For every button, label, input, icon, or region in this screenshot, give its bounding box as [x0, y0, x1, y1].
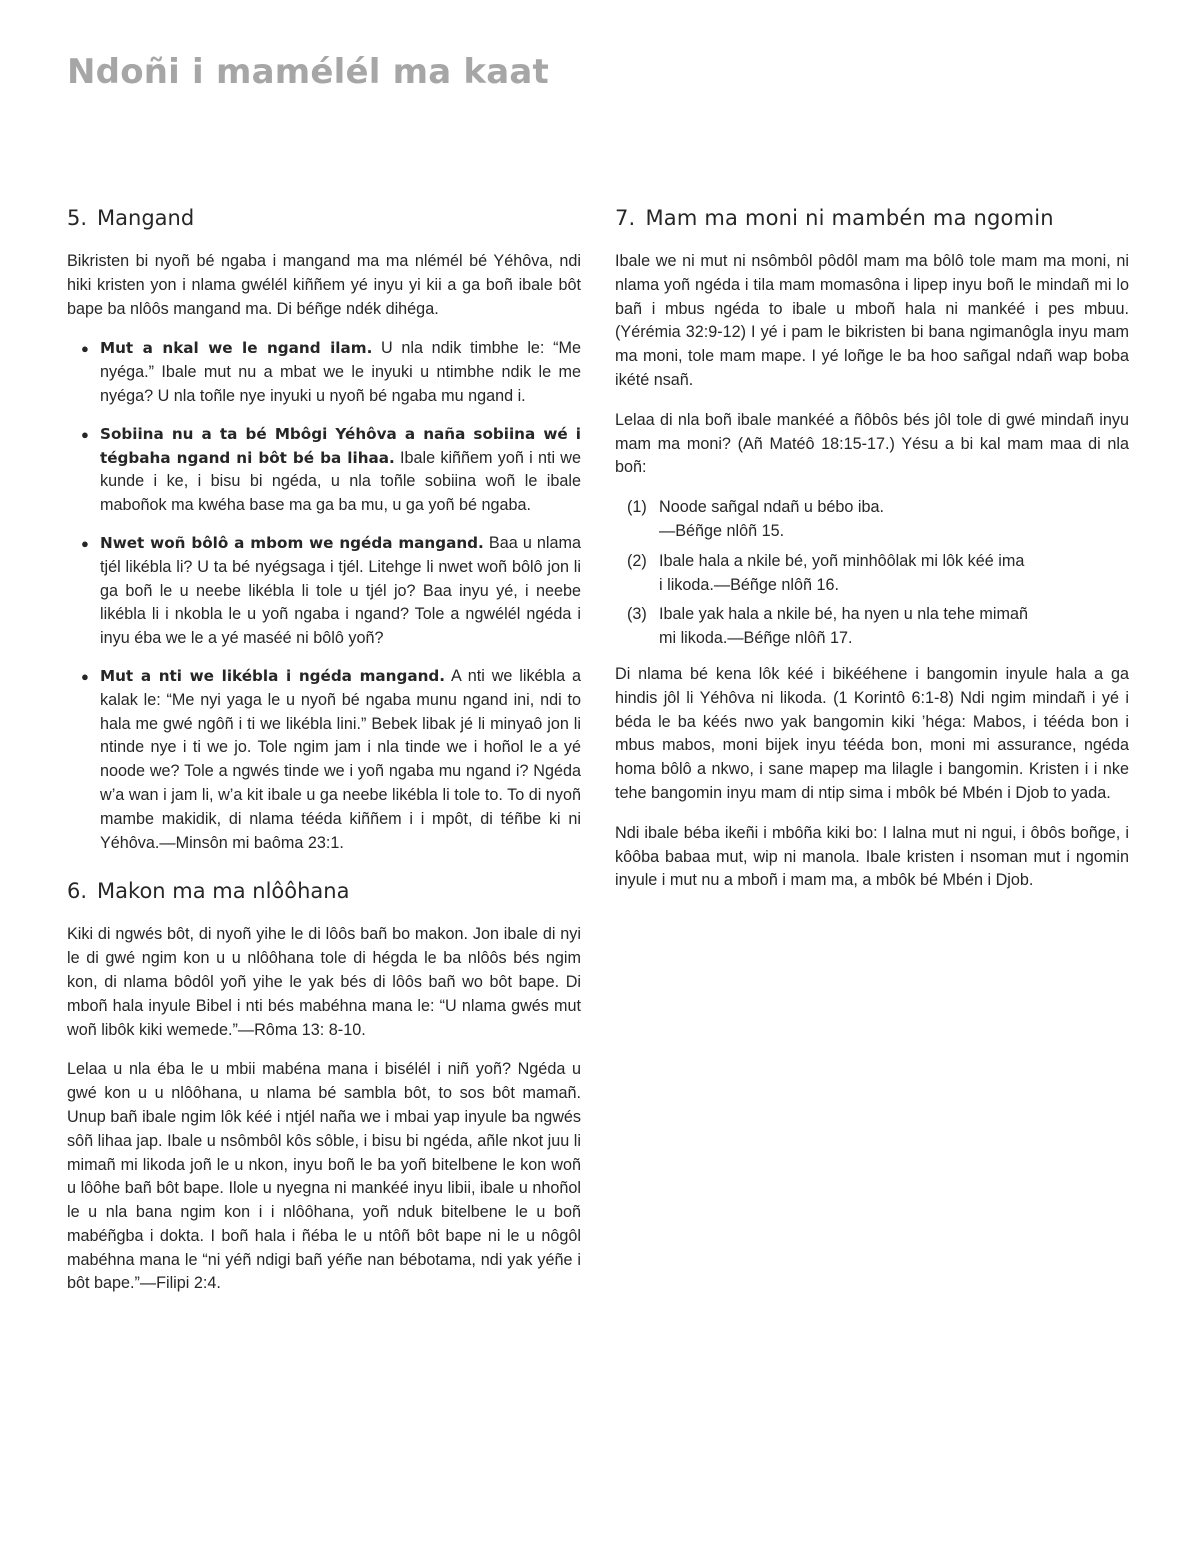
item-text: Ibale hala a nkile bé, yoñ minhôôlak mi lôk kéé ima: [659, 551, 1025, 570]
numbered-list: [615, 496, 1129, 651]
section-number: 5.: [67, 206, 88, 230]
bullet-item: [67, 423, 581, 518]
bullet-item: [67, 665, 581, 855]
section-mam-ma-moni: [615, 202, 1129, 893]
bullet-lead: Nwet woñ bôlô a mbom we ngéda mangand.: [100, 533, 484, 552]
paragraph: Kiki di ngwés bôt, di nyoñ yihe le di lôôs bañ bo makon. Jon ibale di nyi le di gwé ngim kon u u nlôôhana tole di hégda le ba nlôôs bés ngim kon, di nlama bôdôl yoñ yihe le yak bés di lôôs bañ wo bôt bape. Di mboñ hala inyule Bibel i nti bés mabéhna mana le: “U nlama gwés mut woñ libôk kiki wemede.”—Rôma 13: 8-10.: [67, 925, 581, 1039]
paragraph: Di nlama bé kena lôk kéé i bikééhene i bangomin inyule hala a ga hindis jôl li Yéhôva ni likoda. (1 Korintô 6:1-8) Ndi ngim mindañ i yé i béda le ba kéés nwo yak bangomin kiki ’héga: Mabos, i tééda bon i mbus mabos, moni bijek inyu tééda bon, moni mi assurance, ngéda homa bôlô a nkwo, i sane mapep ma lilagle i bangomin. Kristen i i nke tehe bangomin inyu mam di ntip sima i mbôk bé Mbén i Djob to yada.: [615, 664, 1129, 802]
numbered-item: [615, 496, 1129, 544]
bullet-lead: Sobiina nu a ta bé Mbôgi Yéhôva a naña sobiina wé i tégbaha ngand ni bôt bé ba lihaa.: [100, 424, 581, 467]
bullet-text: Baa u nlama tjél likébla li? U ta bé nyégsaga i tjél. Litehge li nwet woñ bôlô jon li ga boñ le u neebe likébla li tole u tjél jo? Baa inyu yé, i neebe likébla li i nkobla le u yoñ ngaba i ngand? Tole a ngwélél ngéda i inyu éba we le a yé maséé ni bôlô yoñ?: [100, 533, 582, 648]
section-title: Mangand: [97, 206, 195, 230]
item-text: Ibale yak hala a nkile bé, ha nyen u nla tehe mimañ: [659, 605, 1028, 624]
item-number: (2): [627, 551, 647, 570]
paragraph: Ibale we ni mut ni nsômbôl pôdôl mam ma bôlô tole mam ma moni, ni nlama yoñ ngéda i tila mam momasôna i lipep inyu boñ le mindañ mi lo bañ i mbus ngéda to ibale u mboñ hala ni mankéé i pes mbuu. (Yérémia 32:9-12) I yé i pam le bikristen bi bana ngimanôgla inyu mam ma moni, tole mam mape. I yé loñge le ba hoo sañgal ndañ wap boba ikété nsañ.: [615, 252, 1129, 389]
left-column: [67, 202, 581, 1316]
section-number: 7.: [615, 206, 636, 230]
item-number: (1): [627, 498, 647, 517]
section-title: Mam ma moni ni mambén ma ngomin: [645, 206, 1054, 230]
paragraph: Lelaa di nla boñ ibale mankéé a ñôbôs bés jôl tole di gwé mindañ inyu mam ma moni? (Añ Matéô 18:15-17.) Yésu a bi kal mam maa di nla boñ:: [615, 410, 1129, 477]
right-column: [615, 202, 1129, 913]
item-number: (3): [627, 605, 647, 624]
item-text: Noode sañgal ndañ u bébo iba.: [659, 498, 885, 517]
section-heading: [67, 875, 581, 907]
page-title: Ndoñi i mamélél ma kaat: [67, 52, 549, 92]
numbered-item: [615, 603, 1129, 651]
bullet-icon: ●: [81, 341, 89, 357]
bullet-icon: ●: [81, 535, 89, 551]
bullet-list: [67, 337, 581, 855]
bullet-item: [67, 337, 581, 408]
item-reference: —Béñge nlôñ 15.: [659, 521, 785, 540]
paragraph: Lelaa u nla éba le u mbii mabéna mana i bisélél i niñ yoñ? Ngéda u gwé kon u u nlôôhana, u nlama bé sambla bôt, to sos bôt mamañ. Unup bañ ibale ngim lôk kéé i ntjél naña we i mbai yap inyule ba ngwés sôñ lihaa jap. Ibale u nsômbôl kôs sôble, i bisu bi ngéda, añle nkot juu li mimañ mi likoda joñ le u nkon, inyu boñ le ba yoñ bitelbene le kon woñ u lôôhe bañ bôt bape. Ilole u nyegna ni mankéé inyu libii, ibale u nhoñol le u nla bana ngim kon i i nlôôhana, yoñ nduk bitelbene le u boñ mabéñgba i dokta. I boñ hala i ñéba le u ntôñ bôt bape ni le u nôgôl mabéhna mana le “ni yéñ ndigi bañ yéñe nan bébotama, ndi yak yéñe i bôt bape.”—Filipi 2:4.: [67, 1060, 581, 1293]
paragraph: Ndi ibale béba ikeñi i mbôña kiki bo: I lalna mut ni ngui, i ôbôs boñge, i kôôba babaa mut, wip ni manola. Ibale kristen i nsoman mut i ngomin inyule i mut nu a mboñ i mam ma, a mbôk bé Mbén i Djob.: [615, 823, 1129, 890]
bullet-icon: ●: [81, 426, 89, 442]
item-reference: mi likoda.—Béñge nlôñ 17.: [659, 629, 853, 648]
section-makon: [67, 875, 581, 1296]
bullet-lead: Mut a nti we likébla i ngéda mangand.: [100, 666, 446, 685]
section-mangand: [67, 202, 581, 855]
bullet-text: A nti we likébla a kalak le: “Me nyi yaga le u nyoñ bé ngaba munu ngand ini, ndi to hala me gwé ngôñ i ti we likébla lini.” Bebek libak jé li minyaô jon li ntinde nye i ti we jo. Tole ngim jam i nla tinde we i hoñol le a yé noode we? Tole a ngwés tinde we i yoñ ngaba mu ngand i? Ngéda w’a wan i jam li, w’a kit ibale u ga neebe likébla li tole to. To di nyoñ mambe makidik, di nlama tééda kiññem i i mpôt, di téñbe ki ni Yéhôva.—Minsôn mi baôma 23:1.: [100, 666, 581, 852]
paragraph: Bikristen bi nyoñ bé ngaba i mangand ma ma nlémél bé Yéhôva, ndi hiki kristen yon i nlama gwélél kiññem yé inyu yi kii a ga boñ ibale bôt bape ba nlôôs mangand ma. Di béñge ndék dihéga.: [67, 252, 581, 318]
bullet-icon: ●: [81, 668, 89, 684]
section-number: 6.: [67, 879, 88, 904]
bullet-lead: Mut a nkal we le ngand ilam.: [100, 339, 373, 358]
section-heading: [615, 202, 1129, 234]
bullet-text: U nla ndik timbhe le: “Me nyéga.” Ibale mut nu a mbat we le inyuki u ntimbhe ndik le me nyéga? U nla toñle nye inyuki u nyoñ bé ngaba mu ngand i.: [100, 339, 581, 405]
section-title: Makon ma ma nlôôhana: [97, 879, 350, 904]
bullet-text: Ibale kiññem yoñ i nti we kunde i ke, i bisu bi ngéda, u nla toñle sobiina woñ le ibale maboñok ma kwéha base ma ga ba mu, u ga yoñ bé ngaba.: [100, 448, 581, 515]
bullet-item: [67, 532, 581, 651]
numbered-item: [615, 550, 1129, 598]
section-heading: [67, 202, 581, 234]
item-reference: i likoda.—Béñge nlôñ 16.: [659, 575, 839, 594]
